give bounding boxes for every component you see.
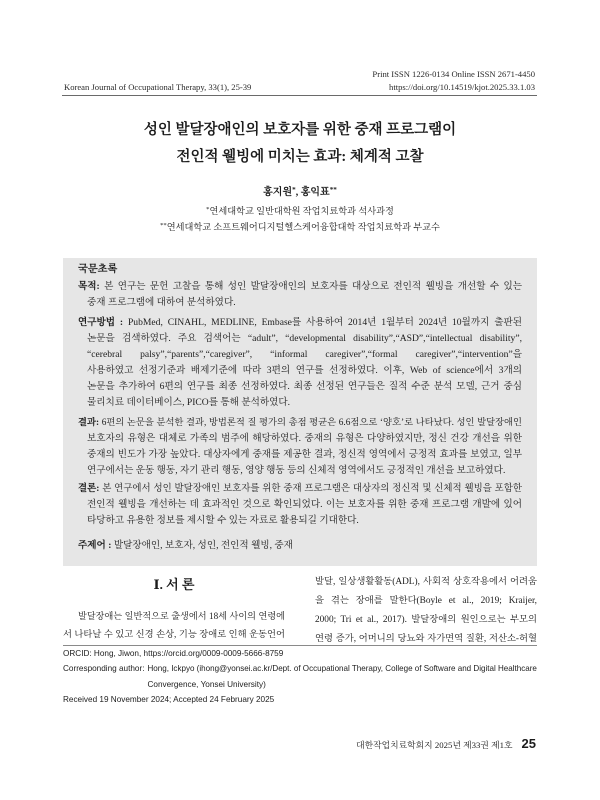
header-rule [62,95,537,96]
author-name: 홍익표 [300,187,330,198]
footnotes [63,646,537,707]
body-line: 서 나타날 수 있고 신경 손상, 기능 장애로 인해 운동언어 [63,630,285,640]
received-accepted-dates: Received 19 November 2024; Accepted 24 February 2025 [63,694,275,704]
affiliation [0,204,600,220]
abstract-line: 타당하고 유용한 정보를 제시할 수 있는 자료로 활용되길 기대한다. [87,515,359,526]
abstract-line: 논문을 추가하여 6편의 연구를 최종 선정하였다. 최종 선정된 연구들은 질적 수준 분석 모델, 근거 중심 [87,381,522,392]
keywords-text: 발달장애인, 보호자, 성인, 전인적 웰빙, 중재 [113,540,293,551]
abstract-methods [78,315,522,411]
affiliation-text: 연세대학교 일반대학원 작업치료학과 석사과정 [209,206,394,216]
abstract-line: 중재의 빈도가 가장 높았다. 대상자에게 중재를 제공한 결과, 정신적 영역에서 긍정적 효과를 보였고, 일부 [87,449,522,460]
abstract-heading: 국문초록 [78,264,118,275]
journal-citation: Korean Journal of Occupational Therapy, 33(1), 25-39 [64,82,252,92]
author-list [0,186,600,200]
title-line: 전인적 웰빙에 미치는 효과: 체계적 고찰 [176,149,424,165]
footer-journal-issue: 대한작업치료학회지 2025년 제33권 제1호 [356,740,513,750]
corresponding-author-line: Hong, Ickpyo (ihong@yonsei.ac.kr/Dept. of Occupational Therapy, College of Software and Digital Healthcare [147,664,537,674]
corresponding-author-label: Corresponding author: [63,664,145,674]
abstract-line: “cerebral palsy”,“parents”,“caregiver”, “informal caregiver”,“formal caregiver”,“intervention”을 [87,349,522,360]
section-heading-introduction: Ⅰ. 서 론 [153,577,195,592]
abstract-keywords [78,538,522,554]
abstract-box [63,258,537,566]
abstract-label-results: 결과: [78,418,100,428]
title-line: 성인 발달장애인의 보호자를 위한 중재 프로그램이 [143,122,457,138]
abstract-label-conclusion: 결론: [78,484,100,494]
corresponding-author-text [147,661,537,692]
body-line: 연령 증가, 어머니의 당뇨와 자가면역 질환, 저산소-허혈 [315,634,537,644]
abstract-line: 전인적 웰빙을 개선하는 데 효과적인 것으로 확인되었다. 이는 보호자를 위한 중재 프로그램 개발에 있어 [87,499,522,510]
abstract-results [78,415,522,479]
abstract-line: 연구에서는 운동 행동, 자기 관리 행동, 영양 행동 등의 신체적 영역에서도 긍정적인 개선을 보고하였다. [87,465,506,476]
body-line: 발달장애는 일반적으로 출생에서 18세 사이의 연령에 [78,611,285,621]
body-column-right [315,573,537,649]
author-separator: , [295,187,301,198]
abstract-line: 보호자의 유형은 대체로 가족의 범주에 해당하였다. 중재의 유형은 다양하였지만, 정신 건강 개선을 위한 [87,433,522,444]
page-number: 25 [521,736,536,751]
body-column-left [63,607,285,645]
orcid-line [63,646,537,661]
abstract-line: 중재 프로그램에 대하여 분석하였다. [87,297,236,308]
body-line: 을 겪는 장애를 말한다(Boyle et al., 2019; Kraijer, [315,596,537,606]
body-line: 2000; Tri et al., 2017). 발달장애의 원인으로는 부모의 [315,615,537,625]
corresponding-author [63,661,537,692]
abstract-label-methods: 연구방법 : [78,317,124,328]
abstract-line: 논문을 검색하였다. 주요 검색어는 “adult”, “developmental disability”,“ASD”,“intellectual disability”, [87,333,522,344]
affiliation-mark: * [206,206,210,214]
corresponding-author-line: Convergence, Yonsei University) [147,679,266,689]
abstract-line: 물리치료 데이터베이스, PICO를 통해 분석하였다. [87,397,291,408]
affiliation-text: 연세대학교 소프트웨어디지털헬스케어융합대학 작업치료학과 부교수 [166,221,440,232]
abstract-line [78,315,522,331]
abstract-text: 6편의 논문을 분석한 결과, 방법론적 질 평가의 총점 평균은 6.6점으로 ‘양호’로 나타났다. 성인 발달장애인 [101,418,523,428]
abstract-text: 본 연구는 문헌 고찰을 통해 성인 발달장애인의 보호자를 대상으로 전인적 웰빙을 개선할 수 있는 [104,281,522,292]
abstract-text: PubMed, CINAHL, MEDLINE, Embase를 사용하여 2014년 1월부터 2024년 10월까지 출판된 [127,317,522,328]
abstract-line [78,279,522,295]
page-footer [356,736,536,751]
abstract-line [78,415,522,431]
abstract-label-purpose: 목적: [78,281,100,292]
author-mark: * [292,185,296,194]
author-mark: ** [329,185,337,194]
abstract-text: 본 연구에서 성인 발달장애인 보호자를 위한 중재 프로그램은 대상자의 정신적 및 신체적 웰빙을 포함한 [102,484,523,494]
doi-link[interactable]: https://doi.org/10.14519/kjot.2025.33.1.03 [389,82,535,92]
affiliations [0,204,600,235]
abstract-conclusion [78,481,522,529]
orcid-link[interactable]: https://orcid.org/0009-0009-5666-8759 [143,649,284,658]
orcid-prefix: ORCID: Hong, Jiwon, [63,649,142,658]
author-name: 홍지원 [263,187,293,198]
issn-line: Print ISSN 1226-0134 Online ISSN 2671-4450 [372,69,535,79]
affiliation [0,220,600,236]
abstract-purpose [78,279,522,311]
body-line: 발달, 일상생활활동(ADL), 사회적 상호작용에서 어려움 [315,577,537,587]
paper-title [0,117,600,171]
keywords-label: 주제어 : [78,540,112,551]
abstract-line: 사용하였고 선정기준과 배제기준에 따라 3편의 연구를 선정하였다. 이후, Web of science에서 3개의 [87,365,522,376]
affiliation-mark: ** [160,221,167,229]
abstract-line [78,481,522,497]
